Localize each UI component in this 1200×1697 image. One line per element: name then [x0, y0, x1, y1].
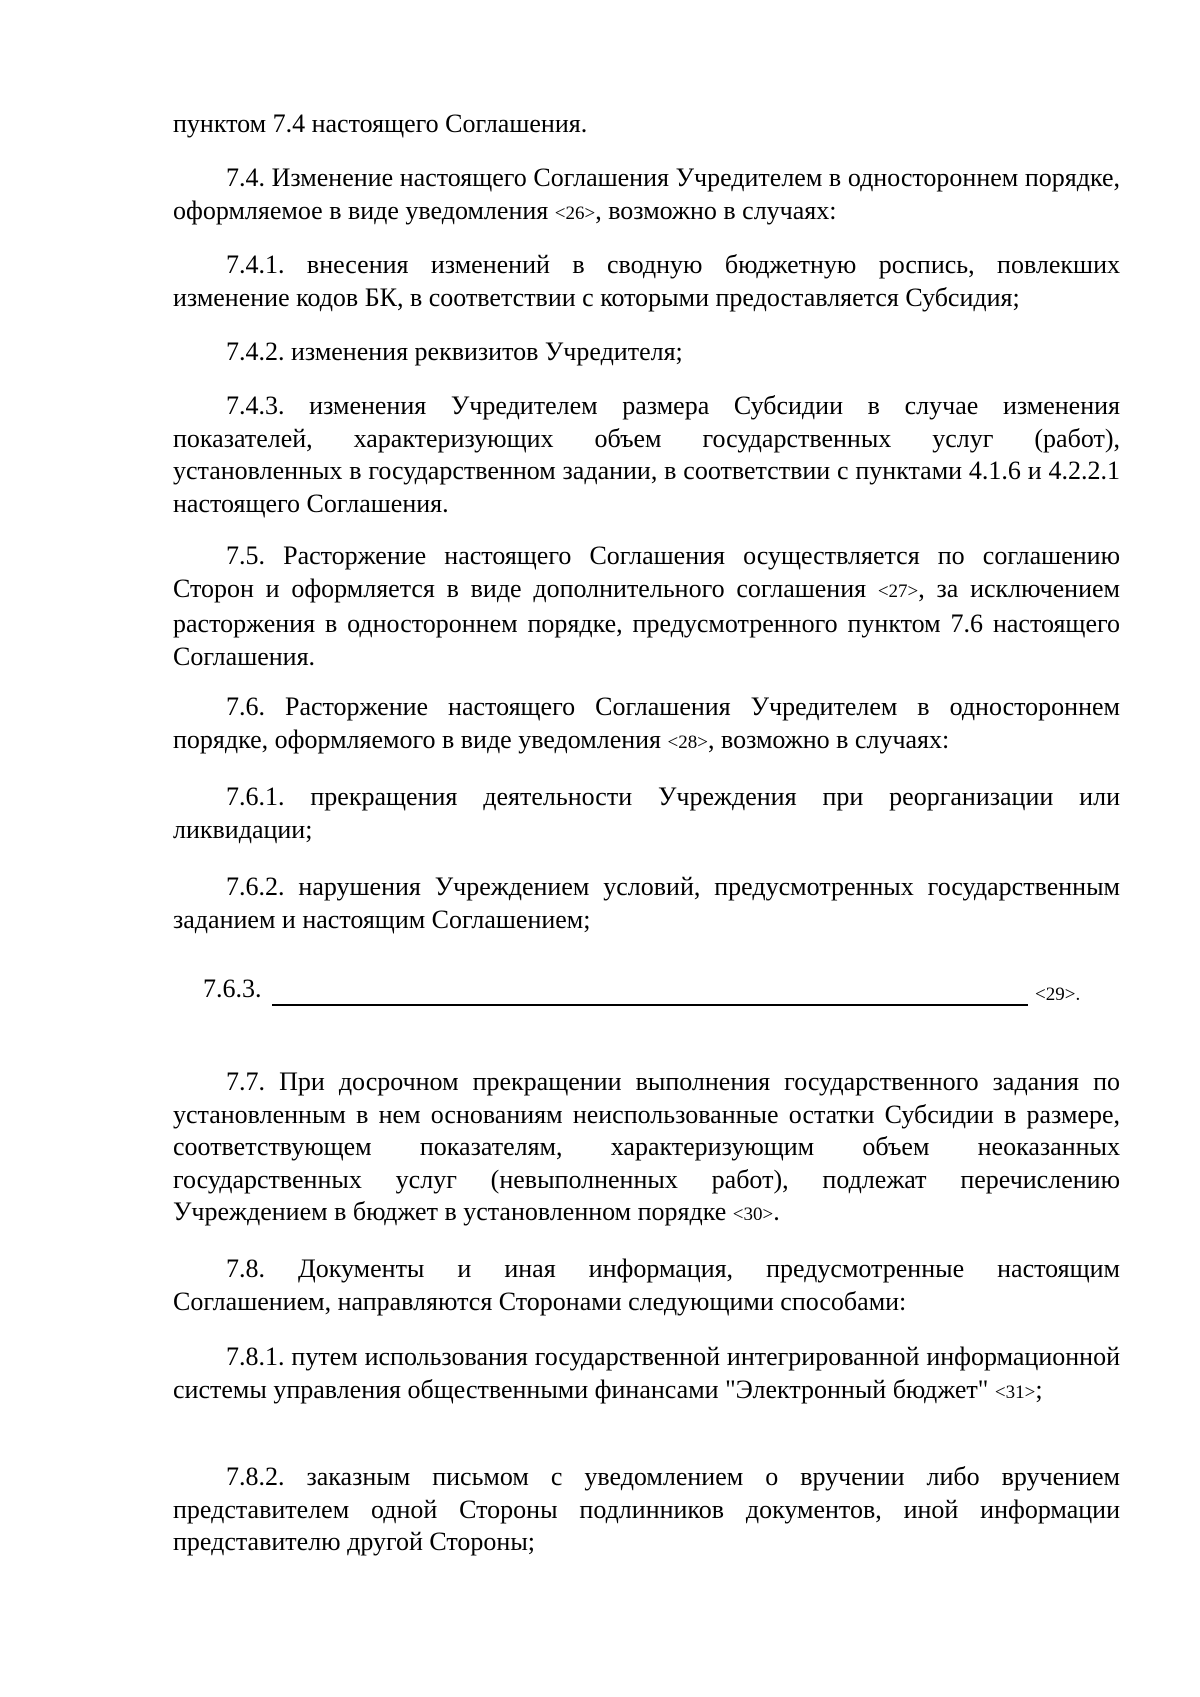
paragraph-text: 7.8.1. путем использования государственной интегрированной информационной системы управления общественными финансами "Электронный бюджет": [173, 1342, 1120, 1404]
paragraph-text: 7.4. Изменение настоящего Соглашения Учредителем в одностороннем порядке, оформляемое в виде уведомления: [173, 163, 1120, 225]
paragraph-text: 7.8. Документы и иная информация, предусмотренные настоящим Соглашением, направляются Сторонами следующими способами:: [173, 1254, 1120, 1316]
paragraph-7-7: [173, 1066, 1120, 1232]
paragraph-text: , за исключением расторжения в одностороннем порядке, предусмотренного пунктом 7.6 настоящего Соглашения.: [173, 573, 1121, 671]
item-number: 7.6.3.: [203, 974, 262, 1003]
paragraph-text: 7.4.3. изменения Учредителем размера Субсидии в случае изменения показателей, характеризующих объем государственных услуг (работ), установленных в государственном задании, в соответствии с пунктами 4.1.6 и 4.2.2.1 настоящего Соглашения.: [173, 391, 1120, 518]
paragraph-7-4: [173, 162, 1120, 230]
paragraph-7-5: [173, 540, 1120, 673]
paragraph-7-3-tail: [173, 108, 1120, 141]
paragraph-text: 7.6. Расторжение настоящего Соглашения Учредителем в одностороннем порядке, оформляемого в виде уведомления: [173, 692, 1120, 754]
paragraph-7-4-2: [173, 336, 1120, 369]
paragraph-7-8-1: [173, 1341, 1120, 1409]
footnote-ref-29: [1035, 979, 1080, 1012]
paragraph-7-6-3: [178, 973, 1138, 1013]
footnote-ref-28: <28>: [667, 731, 708, 753]
paragraph-text: , возможно в случаях:: [595, 195, 837, 225]
paragraph-text: 7.6.2. нарушения Учреждением условий, предусмотренных государственным заданием и настоящим Соглашением;: [173, 872, 1120, 934]
paragraph-text: ;: [1035, 1374, 1043, 1404]
paragraph-7-6-1: [173, 781, 1120, 846]
paragraph-text: 7.7. При досрочном прекращении выполнения государственного задания по установленным в нем основаниям неиспользованные остатки Субсидии в размере, соответствующем показателям, характеризующим объем неоказанных государственных услуг (невыполненных работ), подлежат перечислению Учреждением в бюджет в установленном порядке: [173, 1067, 1120, 1226]
footnote-ref-27: <27>: [877, 580, 919, 602]
footnote-ref-30: <30>: [732, 1204, 774, 1225]
paragraph-text: пунктом 7.4 настоящего Соглашения.: [173, 109, 588, 138]
paragraph-text: 7.5. Расторжение настоящего Соглашения осуществляется по соглашению Сторон и оформляется в виде дополнительного соглашения: [173, 541, 1120, 603]
paragraph-7-6: [173, 691, 1120, 759]
paragraph-text: , возможно в случаях:: [707, 724, 950, 754]
paragraph-text: .: [773, 1197, 780, 1226]
paragraph-7-8-2: [173, 1461, 1120, 1559]
paragraph-text: 7.4.1. внесения изменений в сводную бюджетную роспись, повлекших изменение кодов БК, в соответствии с которыми предоставляется Субсидия;: [173, 250, 1120, 312]
paragraph-7-4-1: [173, 249, 1120, 314]
footnote-ref-26: <26>: [554, 202, 596, 224]
paragraph-7-8: [173, 1253, 1120, 1318]
fill-in-blank-line: [272, 1004, 1028, 1006]
footnote-ref-31: <31>: [994, 1381, 1036, 1403]
footnote-ref-text: <29>: [1035, 984, 1076, 1005]
paragraph-text: 7.8.2. заказным письмом с уведомлением о вручении либо вручением представителем одной Стороны подлинников документов, иной информации представителю другой Стороны;: [173, 1462, 1120, 1556]
paragraph-7-6-2: [173, 871, 1120, 936]
paragraph-text: 7.6.1. прекращения деятельности Учреждения при реорганизации или ликвидации;: [173, 782, 1120, 844]
paragraph-7-4-3: [173, 390, 1120, 520]
paragraph-text: 7.4.2. изменения реквизитов Учредителя;: [226, 337, 683, 366]
item-terminator: .: [1075, 984, 1081, 1005]
